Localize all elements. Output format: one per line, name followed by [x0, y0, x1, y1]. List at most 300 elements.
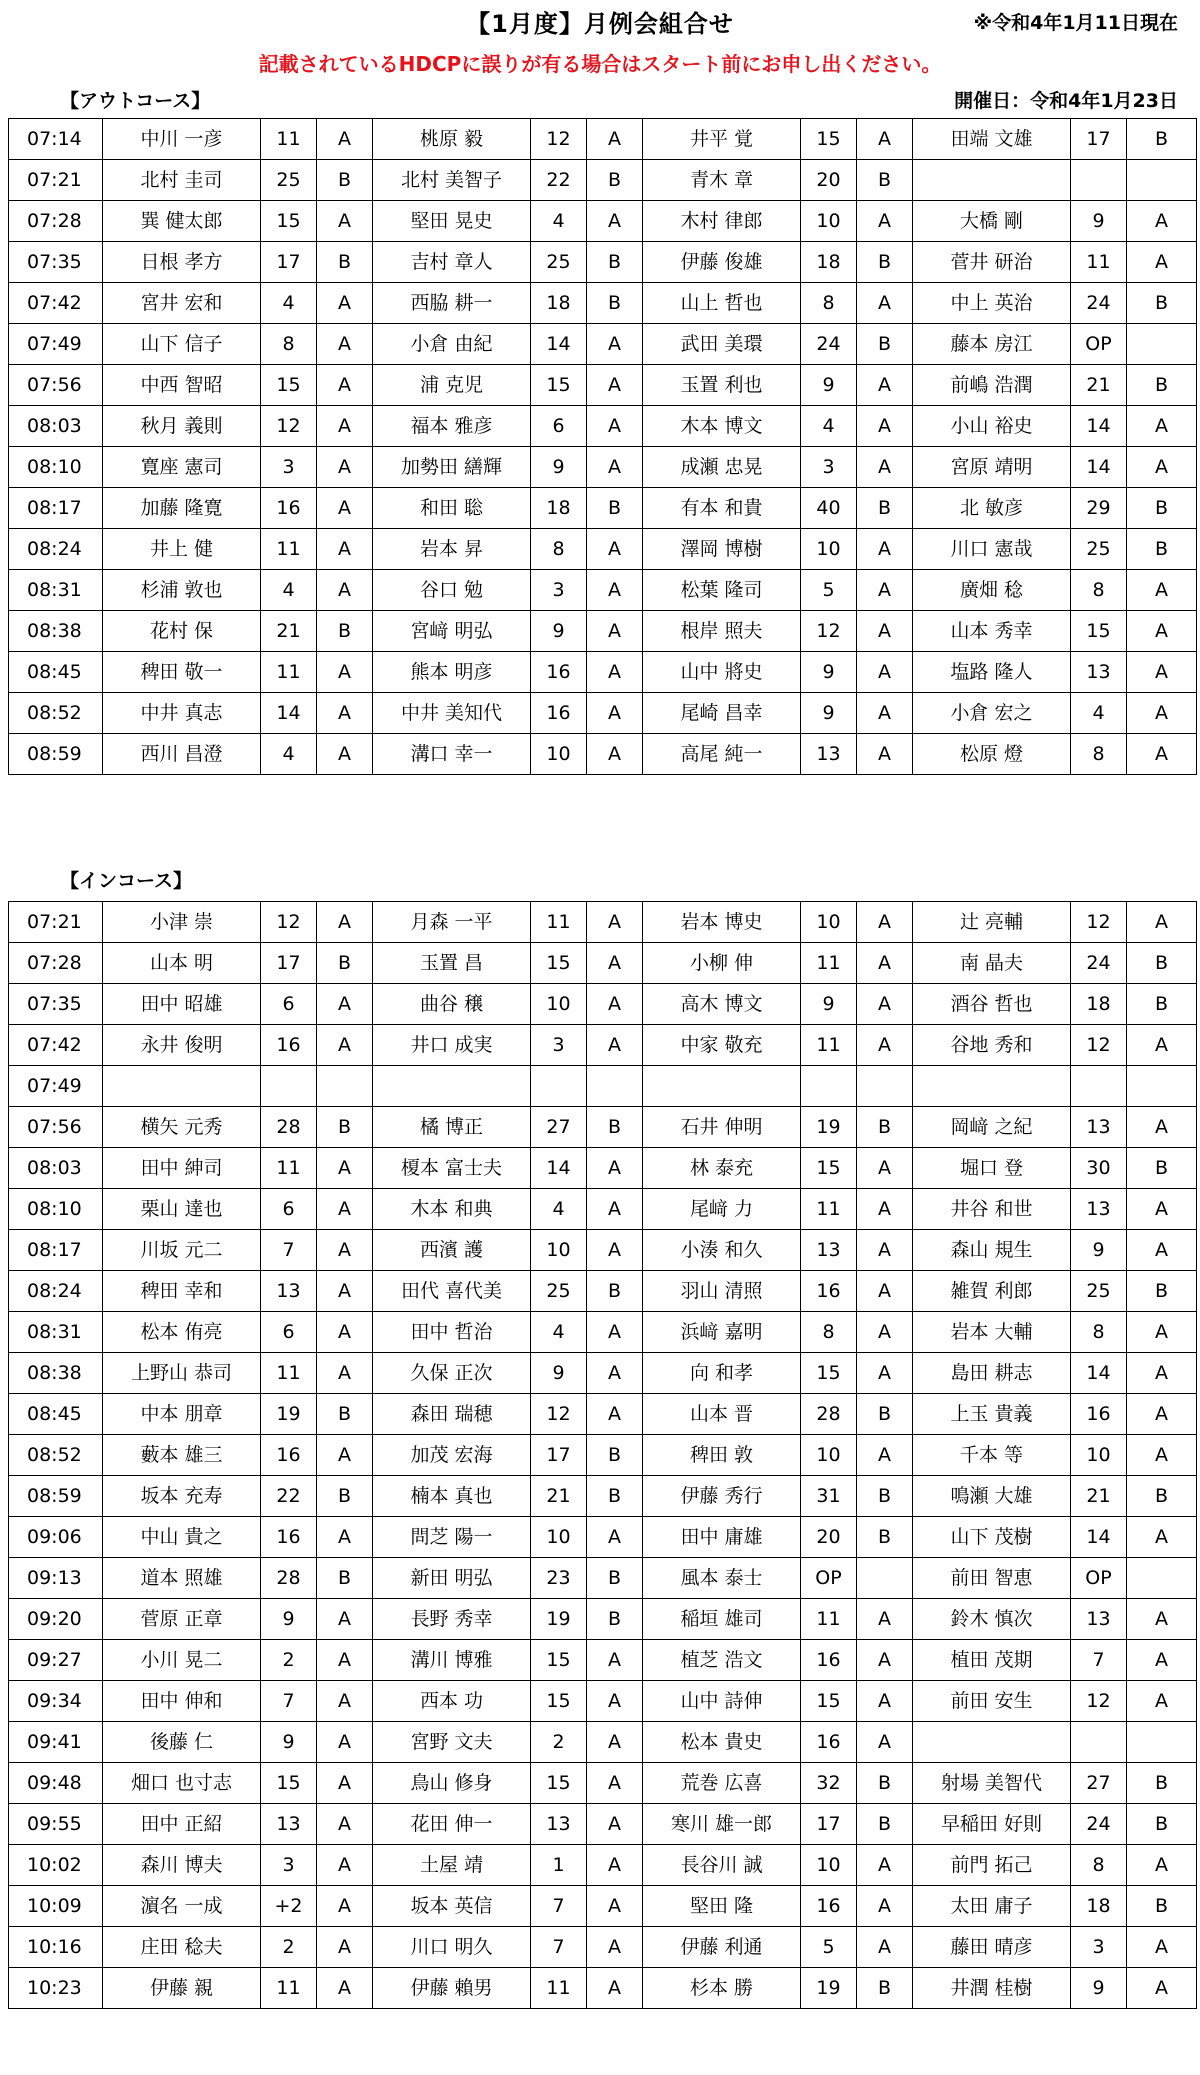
class-cell: A [1127, 1599, 1197, 1640]
hdcp-cell: 4 [801, 406, 857, 447]
hdcp-cell [1071, 160, 1127, 201]
class-cell: A [857, 1640, 913, 1681]
player-name-cell: 木本 和典 [373, 1189, 531, 1230]
class-cell [1127, 324, 1197, 365]
hdcp-cell: OP [1071, 1558, 1127, 1599]
class-cell: A [1127, 1230, 1197, 1271]
player-name-cell: 堅田 隆 [643, 1886, 801, 1927]
class-cell: A [857, 1148, 913, 1189]
class-cell: A [857, 1886, 913, 1927]
tee-time-cell: 08:03 [9, 1148, 103, 1189]
class-cell: B [857, 488, 913, 529]
class-cell: B [1127, 1886, 1197, 1927]
class-cell: B [1127, 1476, 1197, 1517]
class-cell: A [587, 943, 643, 984]
hdcp-cell: 10 [801, 902, 857, 943]
class-cell: A [587, 1148, 643, 1189]
hdcp-cell: 5 [801, 1927, 857, 1968]
player-name-cell: 福本 雅彦 [373, 406, 531, 447]
player-name-cell: 永井 俊明 [103, 1025, 261, 1066]
hdcp-cell: OP [801, 1558, 857, 1599]
class-cell: A [1127, 406, 1197, 447]
class-cell: B [587, 1271, 643, 1312]
player-name-cell: 藪本 雄三 [103, 1435, 261, 1476]
hdcp-cell: 16 [531, 652, 587, 693]
player-name-cell: 鳴瀬 大雄 [913, 1476, 1071, 1517]
hdcp-cell: 16 [531, 693, 587, 734]
hdcp-cell: 12 [261, 902, 317, 943]
hdcp-cell: 15 [531, 1640, 587, 1681]
class-cell: A [857, 406, 913, 447]
class-cell: A [857, 1271, 913, 1312]
class-cell: B [857, 1968, 913, 2009]
hdcp-cell: 11 [801, 1189, 857, 1230]
hdcp-cell: 15 [261, 1763, 317, 1804]
hdcp-cell: 13 [1071, 1599, 1127, 1640]
table-row [9, 652, 1197, 693]
player-name-cell: 高尾 純一 [643, 734, 801, 775]
hdcp-cell: 16 [801, 1886, 857, 1927]
player-name-cell: 山中 詩伸 [643, 1681, 801, 1722]
class-cell: A [587, 529, 643, 570]
hdcp-cell: 19 [801, 1968, 857, 2009]
class-cell: B [317, 1107, 373, 1148]
class-cell: A [317, 1271, 373, 1312]
table-row [9, 365, 1197, 406]
player-name-cell: 岩本 博史 [643, 902, 801, 943]
player-name-cell: 伊藤 賴男 [373, 1968, 531, 2009]
player-name-cell: 曲谷 穣 [373, 984, 531, 1025]
class-cell: B [857, 1394, 913, 1435]
player-name-cell: 西本 功 [373, 1681, 531, 1722]
class-cell: B [857, 1804, 913, 1845]
class-cell: B [587, 160, 643, 201]
player-name-cell: 風本 泰士 [643, 1558, 801, 1599]
hdcp-cell: 7 [261, 1681, 317, 1722]
player-name-cell: 井潤 桂樹 [913, 1968, 1071, 2009]
class-cell: B [317, 611, 373, 652]
player-name-cell: 玉置 昌 [373, 943, 531, 984]
player-name-cell: 藤本 房江 [913, 324, 1071, 365]
class-cell: A [317, 201, 373, 242]
player-name-cell: 前田 智恵 [913, 1558, 1071, 1599]
player-name-cell: 吉村 章人 [373, 242, 531, 283]
hdcp-cell: 16 [801, 1640, 857, 1681]
player-name-cell: 羽山 清照 [643, 1271, 801, 1312]
hdcp-cell: 9 [261, 1722, 317, 1763]
class-cell: A [857, 611, 913, 652]
hdcp-cell: 12 [801, 611, 857, 652]
class-cell: A [1127, 902, 1197, 943]
class-cell: A [1127, 611, 1197, 652]
hdcp-cell: 14 [1071, 1517, 1127, 1558]
hdcp-cell [261, 1066, 317, 1107]
class-cell: A [317, 119, 373, 160]
hdcp-cell: 16 [261, 1025, 317, 1066]
hdcp-cell: 8 [261, 324, 317, 365]
class-cell: A [317, 1230, 373, 1271]
player-name-cell: 宮野 文夫 [373, 1722, 531, 1763]
class-cell: B [1127, 365, 1197, 406]
hdcp-cell: 9 [531, 447, 587, 488]
player-name-cell: 杉浦 敦也 [103, 570, 261, 611]
player-name-cell: 雑賀 利郎 [913, 1271, 1071, 1312]
player-name-cell: 小山 裕史 [913, 406, 1071, 447]
player-name-cell: 井上 健 [103, 529, 261, 570]
player-name-cell: 木村 律郎 [643, 201, 801, 242]
class-cell: B [317, 1476, 373, 1517]
hdcp-cell: 8 [801, 1312, 857, 1353]
player-name-cell: 伊藤 秀行 [643, 1476, 801, 1517]
player-name-cell: 長谷川 誠 [643, 1845, 801, 1886]
player-name-cell [643, 1066, 801, 1107]
table-row [9, 1066, 1197, 1107]
player-name-cell: 寒川 雄一郎 [643, 1804, 801, 1845]
player-name-cell: 和田 聡 [373, 488, 531, 529]
player-name-cell: 中西 智昭 [103, 365, 261, 406]
hdcp-cell: 18 [531, 488, 587, 529]
player-name-cell: 高木 博文 [643, 984, 801, 1025]
player-name-cell: 花田 伸一 [373, 1804, 531, 1845]
tee-time-cell: 08:45 [9, 652, 103, 693]
player-name-cell: 鳥山 修身 [373, 1763, 531, 1804]
hdcp-cell: 16 [261, 488, 317, 529]
class-cell: A [587, 1189, 643, 1230]
player-name-cell: 浦 克児 [373, 365, 531, 406]
hdcp-cell: 21 [531, 1476, 587, 1517]
class-cell: A [317, 1722, 373, 1763]
hdcp-cell: 13 [531, 1804, 587, 1845]
tee-time-cell: 10:23 [9, 1968, 103, 2009]
player-name-cell: 成瀬 忠晃 [643, 447, 801, 488]
tee-time-cell: 07:42 [9, 283, 103, 324]
class-cell: B [857, 1517, 913, 1558]
hdcp-cell: 13 [1071, 1107, 1127, 1148]
hdcp-cell: 2 [531, 1722, 587, 1763]
tee-time-cell: 08:03 [9, 406, 103, 447]
player-name-cell: 小湊 和久 [643, 1230, 801, 1271]
hdcp-cell: 13 [801, 734, 857, 775]
player-name-cell: 西川 昌澄 [103, 734, 261, 775]
hdcp-cell: 8 [1071, 1845, 1127, 1886]
class-cell: A [587, 1681, 643, 1722]
class-cell: A [857, 734, 913, 775]
player-name-cell: 浜﨑 嘉明 [643, 1312, 801, 1353]
hdcp-cell: 19 [531, 1599, 587, 1640]
table-row [9, 734, 1197, 775]
player-name-cell: 林 泰充 [643, 1148, 801, 1189]
class-cell: A [317, 324, 373, 365]
table-row [9, 1640, 1197, 1681]
class-cell: A [317, 283, 373, 324]
player-name-cell: 久保 正次 [373, 1353, 531, 1394]
hdcp-cell: 4 [531, 201, 587, 242]
class-cell: B [1127, 119, 1197, 160]
hdcp-cell: 28 [261, 1558, 317, 1599]
player-name-cell [913, 1722, 1071, 1763]
tee-time-cell: 08:52 [9, 1435, 103, 1476]
class-cell: B [587, 1107, 643, 1148]
player-name-cell: 前田 安生 [913, 1681, 1071, 1722]
tee-time-cell: 09:27 [9, 1640, 103, 1681]
hdcp-notice: 記載されているHDCPに誤りが有る場合はスタート前にお申し出ください。 [258, 52, 942, 76]
class-cell: A [1127, 447, 1197, 488]
class-cell [1127, 1722, 1197, 1763]
hdcp-cell: 12 [1071, 1681, 1127, 1722]
class-cell: A [317, 488, 373, 529]
player-name-cell: 栗山 達也 [103, 1189, 261, 1230]
player-name-cell: 庄田 稔夫 [103, 1927, 261, 1968]
player-name-cell: 森川 博夫 [103, 1845, 261, 1886]
class-cell: A [317, 1148, 373, 1189]
class-cell: A [857, 1722, 913, 1763]
player-name-cell: 上玉 貴義 [913, 1394, 1071, 1435]
class-cell: A [857, 693, 913, 734]
class-cell: A [317, 1599, 373, 1640]
player-name-cell: 石井 伸明 [643, 1107, 801, 1148]
class-cell: A [317, 734, 373, 775]
tee-time-cell: 10:16 [9, 1927, 103, 1968]
hdcp-cell: 18 [1071, 1886, 1127, 1927]
class-cell: A [317, 1025, 373, 1066]
table-row [9, 488, 1197, 529]
player-name-cell: 田中 哲治 [373, 1312, 531, 1353]
class-cell [1127, 1066, 1197, 1107]
hdcp-cell: 29 [1071, 488, 1127, 529]
hdcp-cell: 4 [531, 1312, 587, 1353]
class-cell: A [587, 1845, 643, 1886]
player-name-cell: 田中 正紹 [103, 1804, 261, 1845]
class-cell: A [857, 1353, 913, 1394]
player-name-cell: 宮原 靖明 [913, 447, 1071, 488]
class-cell: A [1127, 1189, 1197, 1230]
hdcp-cell [1071, 1066, 1127, 1107]
class-cell: B [1127, 488, 1197, 529]
class-cell: B [587, 1476, 643, 1517]
player-name-cell: 山下 信子 [103, 324, 261, 365]
player-name-cell: 菅井 研治 [913, 242, 1071, 283]
hdcp-cell: 3 [531, 1025, 587, 1066]
player-name-cell: 中山 貴之 [103, 1517, 261, 1558]
hdcp-cell: 14 [1071, 1353, 1127, 1394]
player-name-cell: 西濱 護 [373, 1230, 531, 1271]
tee-time-cell: 07:35 [9, 984, 103, 1025]
player-name-cell [103, 1066, 261, 1107]
class-cell: A [1127, 1107, 1197, 1148]
table-row [9, 1681, 1197, 1722]
class-cell: A [317, 1804, 373, 1845]
hdcp-cell: 13 [1071, 652, 1127, 693]
hdcp-cell: 15 [801, 1353, 857, 1394]
player-name-cell: 尾崎 昌幸 [643, 693, 801, 734]
class-cell: B [857, 1763, 913, 1804]
table-row [9, 406, 1197, 447]
player-name-cell: 松本 侑亮 [103, 1312, 261, 1353]
hdcp-cell: 10 [801, 1845, 857, 1886]
hdcp-cell: 9 [531, 1353, 587, 1394]
player-name-cell: 日根 孝方 [103, 242, 261, 283]
hdcp-cell: 8 [1071, 570, 1127, 611]
hdcp-cell: 9 [801, 984, 857, 1025]
class-cell: B [1127, 1271, 1197, 1312]
class-cell: A [317, 1886, 373, 1927]
player-name-cell: 山中 將史 [643, 652, 801, 693]
table-row [9, 1927, 1197, 1968]
hdcp-cell: 24 [801, 324, 857, 365]
class-cell: A [857, 1845, 913, 1886]
class-cell: B [587, 1599, 643, 1640]
player-name-cell: 鈴木 慎次 [913, 1599, 1071, 1640]
tee-time-cell: 09:55 [9, 1804, 103, 1845]
class-cell: A [317, 1517, 373, 1558]
player-name-cell: 井谷 和世 [913, 1189, 1071, 1230]
class-cell: A [317, 447, 373, 488]
player-name-cell: 北 敏彦 [913, 488, 1071, 529]
player-name-cell: 木本 博文 [643, 406, 801, 447]
table-row [9, 447, 1197, 488]
class-cell: A [587, 570, 643, 611]
player-name-cell: 川口 明久 [373, 1927, 531, 1968]
player-name-cell: 小柳 伸 [643, 943, 801, 984]
class-cell: A [587, 734, 643, 775]
hdcp-cell [801, 1066, 857, 1107]
tee-time-cell: 07:49 [9, 1066, 103, 1107]
class-cell: A [317, 1353, 373, 1394]
table-row [9, 1230, 1197, 1271]
table-row [9, 693, 1197, 734]
class-cell: A [317, 652, 373, 693]
class-cell: A [857, 652, 913, 693]
hdcp-cell: 19 [261, 1394, 317, 1435]
tee-time-cell: 08:24 [9, 529, 103, 570]
player-name-cell: 新田 明弘 [373, 1558, 531, 1599]
hdcp-cell: 24 [1071, 1804, 1127, 1845]
player-name-cell: 松本 貴史 [643, 1722, 801, 1763]
class-cell: A [857, 1025, 913, 1066]
hdcp-cell: 14 [1071, 406, 1127, 447]
class-cell: A [1127, 1968, 1197, 2009]
player-name-cell: 山上 哲也 [643, 283, 801, 324]
tee-time-cell: 07:21 [9, 902, 103, 943]
hdcp-cell: 10 [1071, 1435, 1127, 1476]
class-cell: A [587, 365, 643, 406]
hdcp-cell: 13 [261, 1271, 317, 1312]
class-cell: A [587, 201, 643, 242]
table-row [9, 1763, 1197, 1804]
player-name-cell: 北村 美智子 [373, 160, 531, 201]
hdcp-cell: 9 [1071, 1230, 1127, 1271]
in-course-table [8, 901, 1197, 2009]
hdcp-cell: 27 [1071, 1763, 1127, 1804]
class-cell: A [587, 119, 643, 160]
tee-time-cell: 08:10 [9, 1189, 103, 1230]
class-cell: A [587, 902, 643, 943]
tee-time-cell: 08:10 [9, 447, 103, 488]
player-name-cell: 尾﨑 力 [643, 1189, 801, 1230]
class-cell: A [587, 1230, 643, 1271]
player-name-cell: 寛座 憲司 [103, 447, 261, 488]
table-row [9, 984, 1197, 1025]
class-cell: A [587, 1927, 643, 1968]
class-cell: A [317, 570, 373, 611]
class-cell: A [1127, 693, 1197, 734]
player-name-cell: 井口 成実 [373, 1025, 531, 1066]
player-name-cell: 楠本 真也 [373, 1476, 531, 1517]
table-row [9, 1271, 1197, 1312]
class-cell: A [1127, 1845, 1197, 1886]
hdcp-cell: 4 [261, 734, 317, 775]
player-name-cell: 秋月 義則 [103, 406, 261, 447]
hdcp-cell: 11 [531, 902, 587, 943]
class-cell: A [317, 984, 373, 1025]
player-name-cell: 山下 茂樹 [913, 1517, 1071, 1558]
class-cell: B [317, 1558, 373, 1599]
player-name-cell: 森山 規生 [913, 1230, 1071, 1271]
player-name-cell: 島田 耕志 [913, 1353, 1071, 1394]
hdcp-cell: 22 [261, 1476, 317, 1517]
player-name-cell: 太田 庸子 [913, 1886, 1071, 1927]
in-course-label: 【インコース】 [60, 870, 193, 892]
player-name-cell: 問芝 陽一 [373, 1517, 531, 1558]
event-date: 開催日：令和4年1月23日 [954, 90, 1178, 112]
player-name-cell: 岩本 昇 [373, 529, 531, 570]
class-cell: A [317, 1681, 373, 1722]
player-name-cell: 田中 紳司 [103, 1148, 261, 1189]
hdcp-cell: 21 [1071, 365, 1127, 406]
player-name-cell: 坂本 英信 [373, 1886, 531, 1927]
table-row [9, 902, 1197, 943]
hdcp-cell: 16 [261, 1435, 317, 1476]
hdcp-cell: 12 [1071, 902, 1127, 943]
tee-time-cell: 08:52 [9, 693, 103, 734]
hdcp-cell: 14 [531, 324, 587, 365]
hdcp-cell: 21 [261, 611, 317, 652]
table-row [9, 1886, 1197, 1927]
tee-time-cell: 07:56 [9, 365, 103, 406]
player-name-cell: 酒谷 哲也 [913, 984, 1071, 1025]
class-cell: A [587, 1353, 643, 1394]
class-cell: A [1127, 242, 1197, 283]
tee-time-cell: 07:42 [9, 1025, 103, 1066]
player-name-cell: 前門 拓己 [913, 1845, 1071, 1886]
player-name-cell: 田中 昭雄 [103, 984, 261, 1025]
hdcp-cell: 11 [261, 529, 317, 570]
class-cell: A [857, 119, 913, 160]
tee-time-cell: 09:13 [9, 1558, 103, 1599]
class-cell: A [317, 1312, 373, 1353]
player-name-cell: 根岸 照夫 [643, 611, 801, 652]
tee-time-cell: 09:34 [9, 1681, 103, 1722]
class-cell: A [587, 447, 643, 488]
hdcp-cell: 11 [261, 652, 317, 693]
hdcp-cell: 17 [801, 1804, 857, 1845]
hdcp-cell: 8 [1071, 734, 1127, 775]
class-cell: A [857, 365, 913, 406]
hdcp-cell: 24 [1071, 943, 1127, 984]
class-cell: A [587, 1804, 643, 1845]
hdcp-cell: 15 [531, 365, 587, 406]
class-cell: A [1127, 1927, 1197, 1968]
class-cell: A [317, 1968, 373, 2009]
hdcp-cell: 13 [1071, 1189, 1127, 1230]
class-cell: B [317, 943, 373, 984]
class-cell: A [317, 693, 373, 734]
class-cell: A [587, 693, 643, 734]
hdcp-cell: 25 [531, 1271, 587, 1312]
class-cell: A [587, 652, 643, 693]
tee-time-cell: 07:56 [9, 1107, 103, 1148]
hdcp-cell: 12 [531, 119, 587, 160]
